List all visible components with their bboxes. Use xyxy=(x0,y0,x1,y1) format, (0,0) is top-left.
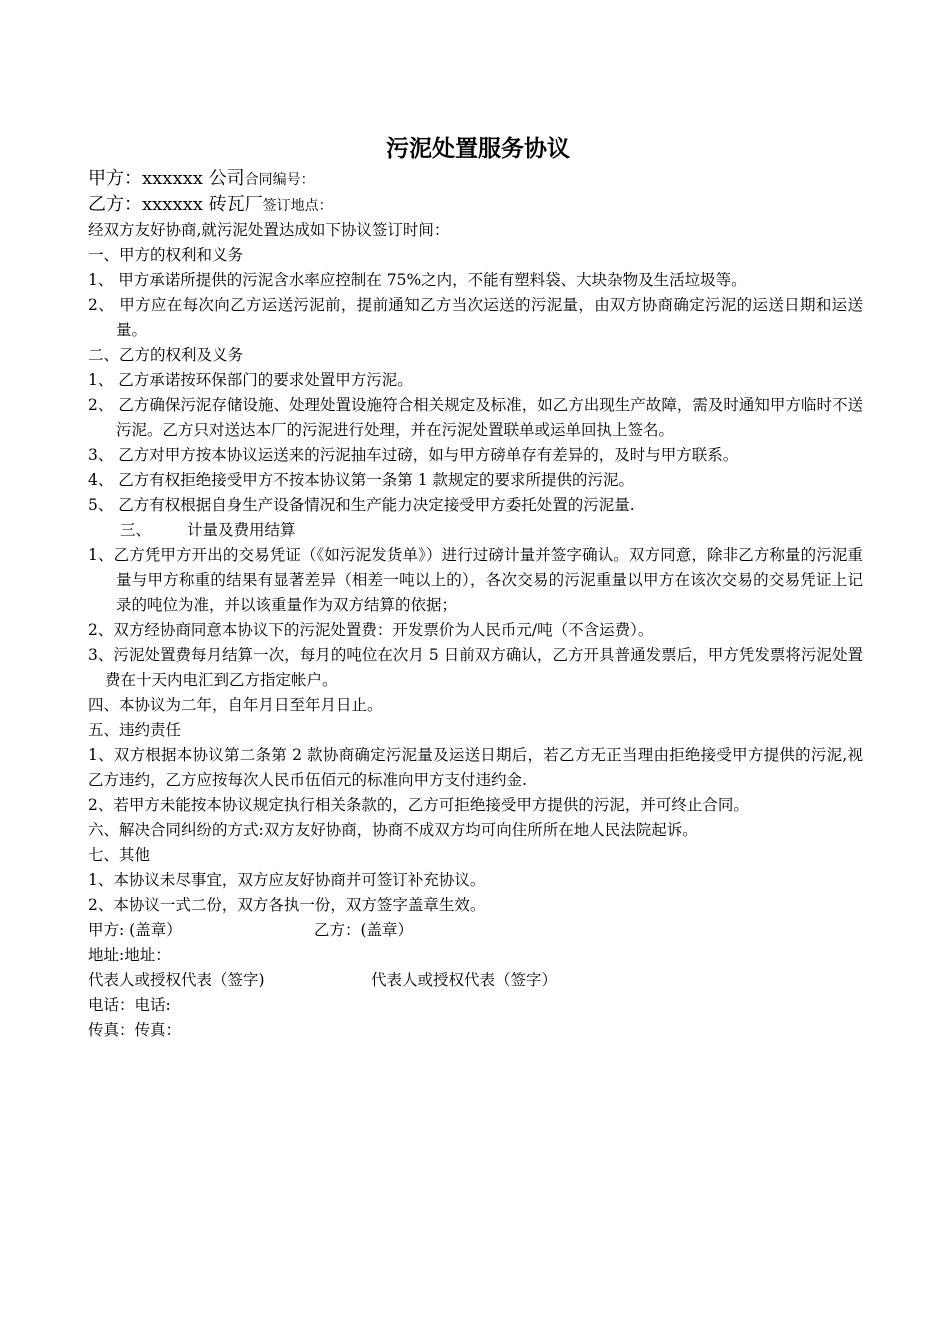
party-a-seal: 甲方: (盖章） xyxy=(88,921,182,939)
section-1-item: 1、 甲方承诺所提供的污泥含水率应控制在 75%之内，不能有塑料袋、大块杂物及生活垃圾等。 xyxy=(88,271,747,289)
section-2-heading: 二、乙方的权利及义务 xyxy=(88,346,244,364)
party-b-representative: 代表人或授权代表（签字） xyxy=(371,971,558,989)
representative-row xyxy=(88,968,863,993)
seal-row xyxy=(88,918,863,943)
section-7-heading: 七、其他 xyxy=(88,846,151,864)
party-a-line xyxy=(88,166,863,192)
section-3-item: 1、乙方凭甲方开出的交易凭证（《如污泥发货单》）进行过磅计量并签字确认。双方同意，除非乙方称量的污泥重量与甲方称重的结果有显著差异（相差一吨以上的），各次交易的污泥重量以甲方在该次交易的交易凭证上记录的吨位为准，并以该重量作为双方结算的依据； xyxy=(88,546,863,614)
section-3-item: 3、污泥处置费每月结算一次，每月的吨位在次月 5 日前双方确认，乙方开具普通发票后，甲方凭发票将污泥处置费在十天内电汇到乙方指定帐户。 xyxy=(88,646,863,689)
party-b-line xyxy=(88,192,863,218)
section-7-item: 1、本协议未尽事宜，双方应友好协商并可签订补充协议。 xyxy=(88,871,486,889)
fax-row: 传真：传真： xyxy=(88,1021,182,1039)
section-7-item: 2、本协议一式二份，双方各执一份，双方签字盖章生效。 xyxy=(88,896,486,914)
section-3-heading xyxy=(88,518,863,543)
contract-page xyxy=(88,132,863,1043)
section-3-number: 三、 xyxy=(120,521,152,539)
section-4-text: 四、本协议为二年，自年月日至年月日止。 xyxy=(88,696,383,714)
section-6-text: 六、解决合同纠纷的方式:双方友好协商，协商不成双方均可向住所所在地人民法院起诉。 xyxy=(88,821,698,839)
party-b-label: 乙方：xxxxxx 砖瓦厂 xyxy=(88,194,263,215)
section-5-item: 2、若甲方未能按本协议规定执行相关条款的，乙方可拒绝接受甲方提供的污泥，并可终止合同。 xyxy=(88,796,749,814)
section-2-item: 2、 乙方确保污泥存储设施、处理处置设施符合相关规定及标准，如乙方出现生产故障，需及时通知甲方临时不送污泥。乙方只对送达本厂的污泥进行处理，并在污泥处置联单或运单回执上签名。 xyxy=(88,396,863,439)
contract-number-label: 合同编号： xyxy=(244,172,315,188)
section-5-heading: 五、违约责任 xyxy=(88,721,182,739)
section-1-item: 2、 甲方应在每次向乙方运送污泥前，提前通知乙方当次运送的污泥量，由双方协商确定污泥的运送日期和运送量。 xyxy=(88,296,863,339)
section-3-item: 2、双方经协商同意本协议下的污泥处置费：开发票价为人民币元/吨（不含运费）。 xyxy=(88,621,654,639)
section-2-item: 3、 乙方对甲方按本协议运送来的污泥抽车过磅，如与甲方磅单存有差异的，及时与甲方联系。 xyxy=(88,446,739,464)
phone-row: 电话：电话: xyxy=(88,996,171,1014)
section-1-heading: 一、甲方的权利和义务 xyxy=(88,246,244,264)
page-title: 污泥处置服务协议 xyxy=(386,135,570,162)
address-row: 地址:地址： xyxy=(88,946,171,964)
section-5-item: 1、双方根据本协议第二条第 2 款协商确定污泥量及运送日期后，若乙方无正当理由拒绝接受甲方提供的污泥,视乙方违约，乙方应按每次人民币伍佰元的标准向甲方支付违约金. xyxy=(88,746,863,789)
section-2-item: 4、 乙方有权拒绝接受甲方不按本协议第一条第 1 款规定的要求所提供的污泥。 xyxy=(88,471,635,489)
signing-place-label: 签订地点： xyxy=(262,198,333,214)
party-a-representative: 代表人或授权代表（签字) xyxy=(88,971,265,989)
party-b-seal: 乙方：(盖章） xyxy=(314,921,414,939)
party-a-label: 甲方：xxxxxx 公司 xyxy=(88,168,245,189)
section-2-item: 1、 乙方承诺按环保部门的要求处置甲方污泥。 xyxy=(88,371,413,389)
section-2-item: 5、 乙方有权根据自身生产设备情况和生产能力决定接受甲方委托处置的污泥量. xyxy=(88,496,635,514)
section-3-title: 计量及费用结算 xyxy=(187,521,296,539)
intro-text: 经双方友好协商,就污泥处置达成如下协议签订时间： xyxy=(88,221,450,239)
